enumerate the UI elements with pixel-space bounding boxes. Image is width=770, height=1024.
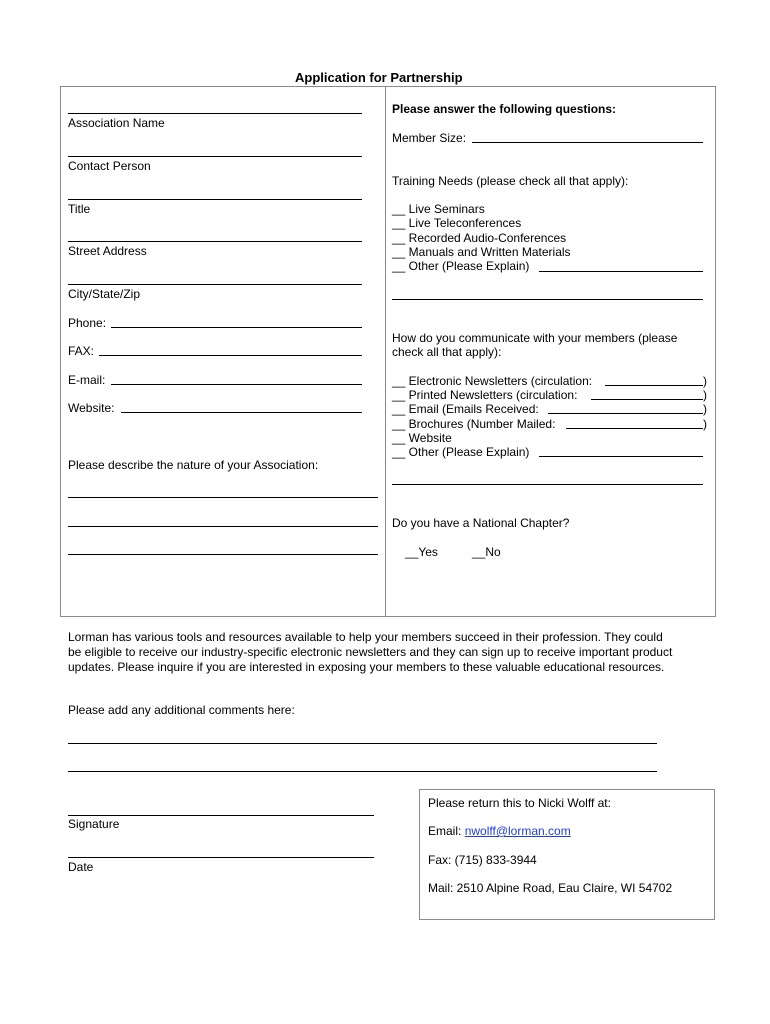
member-size-field[interactable] [472, 142, 703, 143]
association-name-field[interactable] [68, 113, 362, 114]
national-chapter-no[interactable]: __No [472, 545, 501, 559]
return-mail: Mail: 2510 Alpine Road, Eau Claire, WI 54702 [428, 881, 673, 895]
training-option-live-seminars[interactable]: __ Live Seminars [392, 202, 485, 216]
title-field[interactable] [68, 199, 362, 200]
describe-association-label: Please describe the nature of your Association: [68, 458, 319, 472]
close-paren: ) [703, 417, 707, 431]
application-form-box [60, 86, 716, 617]
communicate-label-line-2: check all that apply): [392, 345, 502, 359]
contact-person-label: Contact Person [68, 159, 151, 173]
emails-received-field[interactable] [548, 413, 703, 414]
training-option-recorded-audio[interactable]: __ Recorded Audio-Conferences [392, 231, 567, 245]
close-paren: ) [703, 388, 707, 402]
training-other-line-2[interactable] [392, 299, 703, 300]
city-state-zip-label: City/State/Zip [68, 287, 141, 301]
title-label: Title [68, 202, 91, 216]
training-option-manuals[interactable]: __ Manuals and Written Materials [392, 245, 571, 259]
email-label: E-mail: [68, 373, 106, 387]
return-email [428, 824, 571, 838]
member-size-label: Member Size: [392, 131, 467, 145]
describe-line-2[interactable] [68, 526, 378, 527]
comments-label: Please add any additional comments here: [68, 703, 295, 717]
comm-option-brochures[interactable]: __ Brochures (Number Mailed: [392, 417, 556, 431]
electronic-circulation-field[interactable] [605, 385, 703, 386]
email-field[interactable] [111, 384, 362, 385]
return-fax: Fax: (715) 833-3944 [428, 853, 537, 867]
national-chapter-label: Do you have a National Chapter? [392, 516, 570, 530]
column-divider [385, 86, 386, 617]
printed-circulation-field[interactable] [591, 399, 703, 400]
phone-label: Phone: [68, 316, 107, 330]
date-label: Date [68, 860, 94, 874]
association-name-label: Association Name [68, 116, 165, 130]
training-option-live-teleconferences[interactable]: __ Live Teleconferences [392, 216, 522, 230]
training-other-field[interactable] [539, 271, 703, 272]
street-address-field[interactable] [68, 241, 362, 242]
page-title: Application for Partnership [295, 70, 463, 85]
comm-other-line-2[interactable] [392, 484, 703, 485]
street-address-label: Street Address [68, 244, 147, 258]
number-mailed-field[interactable] [566, 428, 703, 429]
comm-option-printed-newsletters[interactable]: __ Printed Newsletters (circulation: [392, 388, 578, 402]
close-paren: ) [703, 402, 707, 416]
website-label: Website: [68, 401, 115, 415]
date-field[interactable] [68, 857, 374, 858]
return-email-link[interactable]: nwolff@lorman.com [464, 824, 571, 838]
info-paragraph-line-3: updates. Please inquire if you are interested in exposing your members to these valuable educational resources. [68, 660, 665, 674]
comm-option-website[interactable]: __ Website [392, 431, 452, 445]
contact-person-field[interactable] [68, 156, 362, 157]
return-heading: Please return this to Nicki Wolff at: [428, 796, 611, 810]
info-paragraph-line-2: be eligible to receive our industry-specific electronic newsletters and they can sign up to receive important product [68, 645, 673, 659]
national-chapter-yes[interactable]: __Yes [405, 545, 438, 559]
signature-field[interactable] [68, 815, 374, 816]
comm-option-other[interactable]: __ Other (Please Explain) [392, 445, 530, 459]
describe-line-3[interactable] [68, 554, 378, 555]
city-state-zip-field[interactable] [68, 284, 362, 285]
training-needs-label: Training Needs (please check all that apply): [392, 174, 629, 188]
comments-line-1[interactable] [68, 743, 657, 744]
return-email-label: Email: [428, 824, 462, 838]
close-paren: ) [703, 374, 707, 388]
fax-field[interactable] [99, 355, 362, 356]
info-paragraph-line-1: Lorman has various tools and resources available to help your members succeed in their profession. They could [68, 630, 663, 644]
website-field[interactable] [121, 412, 362, 413]
fax-label: FAX: [68, 344, 95, 358]
comm-other-field[interactable] [539, 456, 703, 457]
signature-label: Signature [68, 817, 120, 831]
comm-option-email[interactable]: __ Email (Emails Received: [392, 402, 539, 416]
communicate-label-line-1: How do you communicate with your members (please [392, 331, 678, 345]
comm-option-electronic-newsletters[interactable]: __ Electronic Newsletters (circulation: [392, 374, 593, 388]
describe-line-1[interactable] [68, 497, 378, 498]
training-option-other[interactable]: __ Other (Please Explain) [392, 259, 530, 273]
phone-field[interactable] [111, 327, 362, 328]
comments-line-2[interactable] [68, 771, 657, 772]
questions-heading: Please answer the following questions: [392, 102, 617, 116]
